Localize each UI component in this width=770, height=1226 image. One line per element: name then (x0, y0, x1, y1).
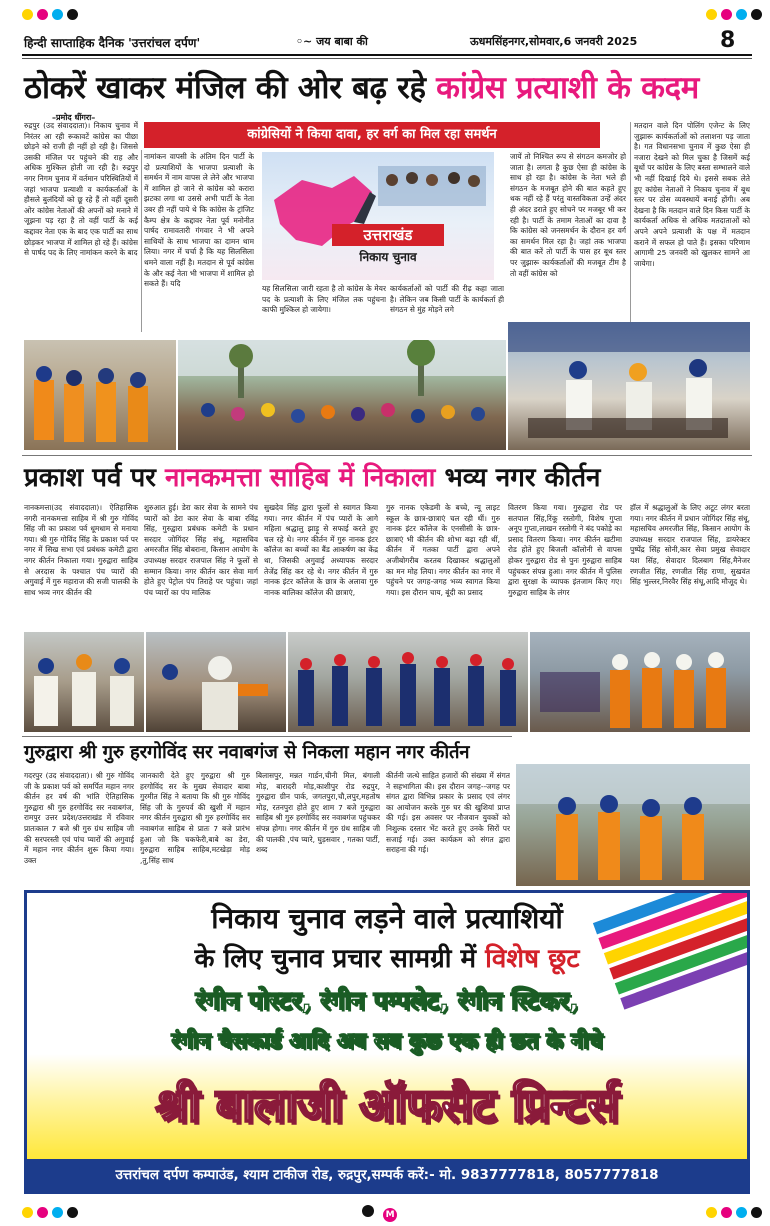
voter-figure (468, 175, 480, 187)
color-registration-dots-top-left (22, 5, 82, 24)
story2-column-5: वितरण किया गया। गुरुद्वारा रोड पर सतपाल सिंह,रिंकू रस्तोगी, विशेष गुप्ता अनूप गुप्ता,लाखन रस्तोगी ने बंद पकोड़े का प्रसाद वितरण किया। नगर कीर्तन खटीमा रोड होते हुए बिजली कॉलोनी से वापस होकर गुरुद्वारा रोड से पुनः गुरुद्वारा साहिब पहुंचकर संपन्न हुआ। नगर कीर्तन में पुलिस द्वारा सुरक्षा के व्यापक इंतजाम किए गए। गुरुद्वारा साहिब के लंगर (508, 503, 622, 597)
graphic-subtitle: निकाय चुनाव (359, 250, 417, 264)
ad-line-2-text: के लिए चुनाव प्रचार सामग्री में (194, 944, 477, 974)
voter-figure (406, 172, 418, 184)
masthead-rule (22, 54, 752, 56)
nanakmatta-photo-2 (178, 340, 506, 450)
story1-column-2: नामांकन वापसी के अंतिम दिन पार्टी के दो प्रत्याशियों के भाजपा प्रत्याशी के समर्थन में नाम वापस ले लेने और भाजपा में शामिल हो जाने से कांग्रेस को करारा झटका लगा था उससे अभी पार्टी के नेता उबर ही नहीं पाये थे कि कांग्रेस के ट्रांजिट कैम्प क्षेत्र के कद्दावर नेता पूर्व मनोनीत पार्षद रामावतारी गंगवार ने भी अपने साथियों के साथ भाजपा का दामन थाम लिया। नगर में चर्चा है कि यह सिलसिला थमने वाला नहीं है। मतदान से पूर्व कांग्रेस के और कई नेता भी भाजपा में शामिल हो सकते हैं। यदि (144, 152, 254, 289)
column-divider (630, 122, 631, 332)
photo-svg (508, 322, 750, 450)
procession-photo-3 (288, 632, 528, 732)
bottom-register-marks (362, 1202, 397, 1222)
ad-contact-bar (27, 1159, 747, 1191)
masthead-motto (296, 34, 368, 49)
ad-brand-name: श्री बालाजी ऑफसैट प्रिन्टर्स (155, 1078, 619, 1132)
procession-photo-4 (530, 632, 750, 732)
story2-headline (24, 458, 600, 498)
color-registration-dots-bottom-left (22, 1203, 82, 1222)
masthead-paper-name: हिन्दी साप्ताहिक दैनिक 'उत्तरांचल दर्पण' (24, 36, 201, 50)
printers-advertisement (24, 890, 750, 1194)
uttarakhand-election-graphic (262, 152, 494, 280)
register-mark-m: M (383, 1208, 397, 1222)
story2-headline-black-1: प्रकाश पर्व पर (24, 463, 156, 493)
ad-line-3: रंगीन पोस्टर, रंगीन पम्पलेट, रंगीन स्टिकर, (195, 986, 579, 1015)
color-registration-dots-bottom-right (706, 1203, 766, 1222)
photo-svg (530, 632, 750, 732)
photo-svg (24, 340, 176, 450)
story1-column-1: रुद्रपुर (उद संवाददाता)। निकाय चुनाव में निरंतर आ रही रूकावटें कांग्रेस का पीछा छोड़ने को राजी ही नहीं हो रही है। जिससे उसकी मंजिल पर पहुंचने की राह और अधिक मुश्किल होती जा रही है। रुद्रपुर नगर निगम चुनाव में वर्तमान परिस्थितियों में जहां भाजपा प्रत्याशी व कार्यकर्ताओं के हौसले बुलंदियों को छू रहे हैं तो वहीं दूसरी ओर कांग्रेस नेताओं की अपनों को मनाने में जूझना पड़ रहा है तो वहीं पार्टी के कई कद्दावर नेता एक के बाद एक पार्टी का साथ छोड़कर भाजपा में शामिल हो रहे हैं। कांग्रेस से पार्षद पद के लिए नामांकन करने के बाद (24, 121, 138, 258)
ad-line-2 (27, 939, 747, 975)
story2-headline-black-2: भव्य नगर कीर्तन (444, 463, 601, 493)
ad-contact-text: उत्तरांचल दर्पण कम्पाउंड, श्याम टाकीज रोड, रुद्रपुर,सम्पर्क करें:- मो. 9837777818, 8057777818 (115, 1167, 659, 1183)
nanakmatta-photo-3 (508, 322, 750, 450)
voter-figure (426, 174, 438, 186)
photo-svg (178, 340, 506, 450)
story2-headline-pink: नानकमत्ता साहिब में निकाला (164, 463, 436, 493)
swirl-icon: ◦~ (296, 35, 313, 48)
story1-headline-black: ठोकरें खाकर मंजिल की ओर बढ़ रहे (24, 70, 426, 106)
photo-svg (516, 764, 750, 886)
color-registration-dots-top-right (706, 5, 766, 24)
voter-figure (386, 174, 398, 186)
section-rule (22, 736, 512, 737)
procession-photo-2 (146, 632, 286, 732)
story2-column-2: शुरुआत हुई। डेरा कार सेवा के सामने पंच प्यारों को डेरा कार सेवा के बाबा रविंद्र सिंह, गुरुद्वारा प्रबंधक कमेटी के प्रधान सरदार जोगिंदर सिंह संधू, महासचिव अमरजीत सिंह बोबराना, किसान आयोग के उपाध्यक्ष सरदार राजपाल सिंह ने फूलों से सम्मान किया। नगर कीर्तन कार सेवा मार्ग होते हुए पेट्रोल पंप तिराहे पर पहुंचा। जहां पंच प्यारों का पंप मालिक (144, 503, 258, 597)
story1-byline: –प्रमोद धींगरा– (52, 113, 96, 122)
masthead-place-date: ऊधमसिंहनगर,सोमवार,6 जनवरी 2025 (470, 35, 638, 48)
graphic-title: उत्तराखंड (363, 226, 413, 244)
ad-line-4: रंगीन चैसकार्ड आदि अब सब कुछ एक ही छत के नीचे (171, 1029, 603, 1054)
story1-headline-pink: कांग्रेस प्रत्याशी के कदम (436, 70, 699, 106)
story1-column-3: यह सिलसिला जारी रहता है तो कांग्रेस के मेयर पद के प्रत्याशी के लिए मंजिल तक पहुंचना काफी मुश्किल हो जायेगा। (262, 284, 386, 315)
story1-subhead: कांग्रेसियों ने किया दावा, हर वर्ग का मिल रहा समर्थन (247, 127, 497, 142)
column-divider (141, 150, 142, 332)
story2-column-4: गुरु नानक एकेडमी के बच्चे, न्यू लाइट स्कूल के छात्र-छात्राएं चल रही थीं। गुरु नानक इंटर कॉलेज के एनसीसी के छात्र-छात्राएं भी कीर्तन की शोभा बढ़ा रही थीं, कीर्तन में गतका पार्टी द्वारा अपने अजीबोगरीब करतब दिखाकर श्रद्धालुओं का मन मोह लिया। नगर कीर्तन का नगर में पहुंचने पर जगह-जगह भव्य स्वागत किया गया। इस दौरान चाय, बूंदी का प्रसाद (386, 503, 500, 597)
ad-line-1: निकाय चुनाव लड़ने वाले प्रत्याशियों (211, 902, 563, 935)
story1-headline (24, 66, 699, 110)
graphic-title-box (332, 224, 444, 246)
nawabganj-procession-photo (516, 764, 750, 886)
story3-column-4: कीर्तनी जत्थे साहित हजारों की संख्या में संगत ने सहभागिता की। इस दौरान जगह--जगह पर संगत द्वारा विभिन्न प्रकार के प्रसाद एवं लंगर का आयोजन करके गुरु घर की खुशियां प्राप्त की गई। इस अवसर पर नौजवान युवकों को निशुल्क दस्तार भेंट करते हुए उनके सिरों पर सजाई गई। उक्त कार्यक्रम को संगत द्वारा सराहना की गई। (386, 771, 510, 855)
procession-photo-1 (24, 632, 144, 732)
photo-svg (24, 632, 144, 732)
story1-column-4: कार्यकर्ताओं को पार्टी की रीढ़ कहा जाता है। लेकिन जब किसी पार्टी के कार्यकर्ता ही संगठन से मुंह मोड़ने लगे (390, 284, 504, 315)
story2-column-6: हॉल में श्रद्धालुओं के लिए अटूट लंगर बरता गया। नगर कीर्तन में प्रधान जोगिंदर सिंह संधू, महासचिव अमरजीत सिंह, किसान आयोग के उपाध्यक्ष सरदार राजपाल सिंह, डायरेक्टर पुष्पेंद्र सिंह सोनी,कार सेवा प्रमुख सेवादार यश सिंह, सेवादार दिलबाग सिंह,मैनेजर रणजीत सिंह, रणजीत सिंह राणा, सुखवंत सिंह भुल्लर,निरवैर सिंह संधू,आदि मौजूद थे। (630, 503, 750, 587)
story3-headline: गुरुद्वारा श्री गुरु हरगोविंद सर नवाबगंज से निकला महान नगर कीर्तन (24, 742, 470, 763)
photo-svg (146, 632, 286, 732)
story3-column-2: जानकारी देते हुए गुरुद्वारा श्री गुरु हरगोविंद सर के मुख्य सेवादार बाबा गुरमीत सिंह ने बताया कि श्री गुरु गोविंद सिंह जी के गुरुपर्व की खुशी में महान नगर कीर्तन गुरुद्वारा श्री गुरु हरगोविंद सर नवाबगंज साहिब से प्रातः 7 बजे प्रारंभ हुआ जो कि चकफेरी,बाबे का डेरा, गुरुद्वारा साहिब साहिब,मटखेड़ा मोड़ ,तु,सिंह साथ (140, 771, 250, 865)
voter-figure (448, 172, 460, 184)
story2-column-3: सुखदेव सिंह द्वारा फूलों से स्वागत किया गया। नगर कीर्तन में पंच प्यारों के आगे महिला श्रद्धालु झाड़ू से सफाई करते हुए चल रहे थे। नगर कीर्तन में गुरु नानक इंटर कॉलेज का बच्चों का बैंड आकर्षण का केंद्र था, जिसकी अगुवाई अध्यापक सरदार तेजेंद्र सिंह कर रहे थे। नगर कीर्तन में गुरु नानक इंटर कॉलेज के छात्र के अलावा गुरु नानक बालिका कॉलेज की छात्राएं, (264, 503, 378, 597)
masthead-rule-thin (22, 58, 752, 59)
story1-column-6: मतदान वाले दिन पोलिंग एजेन्ट के लिए जुझारू कार्यकर्ताओं को तलाशना पड़ जाता है। गत विधानसभा चुनाव में कुछ ऐसा ही नजारा देखने को मिल चुका है जिसमें कई बूथों पर कांग्रेस के लिए बस्ता सम्भालने वाले भी नहीं दिखाई दिये थे। इससे सबक लेते हुए कांग्रेस नेताओं ने निकाय चुनाव में बूथ स्तर पर ठोस व्यवस्थायें बनाई होंगी। अब देखना है कि मतदान वाले दिन किस पार्टी के कार्यकर्ता अधिक से अधिक मतदाताओं को अपने अपने प्रत्याशी के पक्ष में मतदान कराने में सफल हो पाते हैं। इसका परिणाम आगामी 25 जनवरी को खुलकर सामने आ जायेगा। (634, 121, 750, 268)
story3-column-3: बिलासपुर, मन्नत गार्डन,चीनी मिल, बंगाली मोड़, बारादरी मोड़,काशीपुर रोड रुद्रपुर, गुरुद्वारा ग्रीन पार्क, जगतपुरा,चौ,लपुर,महतोष मोड़, रतनपुरा होते हुए शाम 7 बजे गुरुद्वारा साहिब श्री गुरु हरगोविंद सर नवाबगंज पहुंचकर संपन्न होगा। नगर कीर्तन में गुरु ग्रंथ साहिब जी की पालकी ,पंच प्यारे, घुड़सवार , गतका पार्टी, शब्द (256, 771, 380, 855)
nanakmatta-photo-1 (24, 340, 176, 450)
story1-subhead-banner (144, 122, 600, 148)
page-number: 8 (720, 28, 736, 53)
photo-svg (288, 632, 528, 732)
ad-discount-highlight: विशेष छूट (485, 944, 580, 974)
motto-text: जय बाबा की (316, 35, 368, 48)
register-dot-icon (362, 1205, 374, 1217)
story1-column-5: जायें तो निश्चित रूप से संगठन कमजोर हो जाता है। लगता है कुछ ऐसा ही कांग्रेस के साथ हो रहा है। कांग्रेस के नेता भले ही संगठन के मजबूत होने की बात कहते हुए थक नहीं रहे हैं परंतु वास्तविकता उन्हें अंदर ही अंदर डराते हुए सोचने पर मजबूर भी कर रही है। पार्टी के तमाम नेताओं का दावा है कि कांग्रेस को जनसमर्थन के दौरान हर वर्ग का समर्थन मिल रहा है। जहां तक भाजपा की बात करें तो पार्टी के पास हर बूथ स्तर पर जुझारू कार्यकर्ताओं की मजबूत टीम है तो वहीं कांग्रेस को (510, 152, 626, 278)
story2-column-1: नानकमत्ता(उद संवाददाता)। ऐतिहासिक नगरी नानकमत्ता साहिब में श्री गुरु गोविंद सिंह जी का प्रकाश पर्व धूमधाम से मनाया गया। श्री गुरु गोविंद सिंह के प्रकाश पर्व पर नगर में सिख सभा एवं प्रबंधक कमेटी द्वारा नगर कीर्तन निकाला गया। गुरुद्वारा साहिब से अरदास के पश्चात पंच प्यारों की अगुवाई में गुरु महाराज की सजी पालकी के साथ भव्य नगर कीर्तन की (24, 503, 138, 597)
story3-column-1: गदरपुर (उद संवाददाता)। श्री गुरु गोविंद जी के प्रकाश पर्व को समर्पित महान नगर कीर्तन हर वर्ष की भांति ऐतिहासिक गुरुद्वारा श्री गुरु हरगोविंद सर नवाबगंज, रामपुर उत्तर प्रदेश/उत्तराखंड में रविवार प्रातःकाल 7 बजे श्री गुरु ग्रंथ साहिब जी की सरपरस्ती एवं पांच प्यारों की अगुवाई में महान नगर कीर्तन शुरू किया गया। उक्त (24, 771, 134, 865)
section-rule (22, 455, 752, 456)
